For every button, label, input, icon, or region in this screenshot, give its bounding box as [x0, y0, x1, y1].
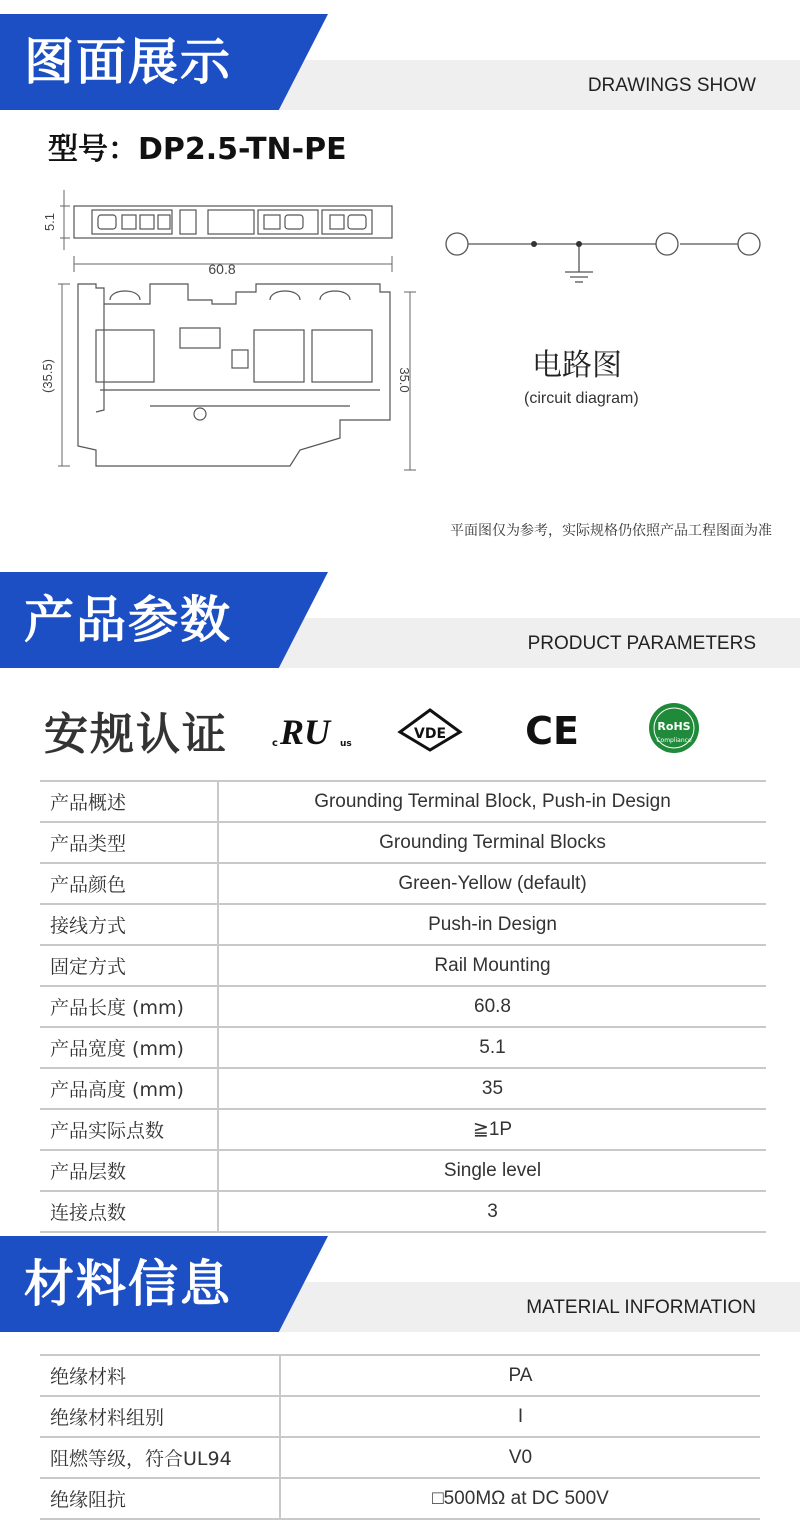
drawings-title: 图面展示 — [24, 33, 232, 91]
material-title: 材料信息 — [24, 1255, 232, 1313]
row-key: 产品层数 — [40, 1150, 218, 1191]
row-key: 产品宽度 (mm) — [40, 1027, 218, 1068]
table-row — [40, 1109, 766, 1150]
row-value: V0 — [280, 1437, 760, 1478]
ul-left-text: c — [272, 738, 278, 749]
params-section-header — [0, 572, 800, 668]
row-key: 阻燃等级，符合UL94 — [40, 1437, 280, 1478]
row-key: 产品高度 (mm) — [40, 1068, 218, 1109]
table-row — [40, 781, 766, 822]
vde-logo — [396, 706, 464, 752]
circuit-sublabel: (circuit diagram) — [524, 390, 639, 407]
dim-height-right: 35.0 — [397, 367, 412, 393]
drawing-note: 平面图仅为参考，实际规格仍依照产品工程图面为准 — [450, 523, 772, 539]
row-key: 产品概述 — [40, 781, 218, 822]
ul-right-text: us — [340, 739, 352, 749]
params-table — [40, 780, 766, 1233]
table-row — [40, 1355, 760, 1396]
table-row — [40, 863, 766, 904]
params-title: 产品参数 — [24, 591, 232, 649]
row-value: I — [280, 1396, 760, 1437]
row-value: Push-in Design — [218, 904, 766, 945]
material-section-header — [0, 1236, 800, 1332]
row-key: 产品实际点数 — [40, 1109, 218, 1150]
dim-width: 5.1 — [42, 212, 57, 232]
table-row — [40, 1191, 766, 1232]
row-value: 5.1 — [218, 1027, 766, 1068]
params-subtitle: PRODUCT PARAMETERS — [527, 633, 756, 654]
technical-drawing — [0, 180, 430, 490]
row-key: 产品颜色 — [40, 863, 218, 904]
rohs-logo — [648, 702, 700, 754]
drawings-section-header — [0, 14, 800, 110]
table-row — [40, 1068, 766, 1109]
table-row — [40, 945, 766, 986]
table-row — [40, 1150, 766, 1191]
dim-height-left: (35.5) — [40, 359, 55, 393]
ce-text: CE — [525, 709, 579, 748]
table-row — [40, 1437, 760, 1478]
row-value: Grounding Terminal Blocks — [218, 822, 766, 863]
row-value: Single level — [218, 1150, 766, 1191]
row-value: 60.8 — [218, 986, 766, 1027]
row-key: 连接点数 — [40, 1191, 218, 1232]
row-key: 产品长度 (mm) — [40, 986, 218, 1027]
row-value: PA — [280, 1355, 760, 1396]
row-key: 绝缘材料组别 — [40, 1396, 280, 1437]
drawings-subtitle: DRAWINGS SHOW — [587, 75, 756, 96]
rohs-text: RoHS — [657, 720, 691, 733]
row-key: 绝缘阻抗 — [40, 1478, 280, 1519]
row-value: ≧1P — [218, 1109, 766, 1150]
ce-logo — [522, 708, 582, 748]
dim-length: 60.8 — [208, 261, 236, 277]
table-row — [40, 1478, 760, 1519]
row-value: Rail Mounting — [218, 945, 766, 986]
row-key: 接线方式 — [40, 904, 218, 945]
circuit-label: 电路图 — [532, 348, 622, 383]
vde-text: VDE — [413, 726, 447, 742]
row-key: 固定方式 — [40, 945, 218, 986]
rohs-sub-text: Compliance — [656, 737, 692, 744]
model-number: 型号：DP2.5-TN-PE — [48, 132, 347, 167]
material-subtitle: MATERIAL INFORMATION — [526, 1297, 756, 1318]
row-key: 绝缘材料 — [40, 1355, 280, 1396]
row-value: 35 — [218, 1068, 766, 1109]
row-value: Grounding Terminal Block, Push-in Design — [218, 781, 766, 822]
table-row — [40, 822, 766, 863]
row-key: 产品类型 — [40, 822, 218, 863]
ul-recognized-logo — [270, 708, 356, 752]
row-value: 3 — [218, 1191, 766, 1232]
table-row — [40, 904, 766, 945]
material-table — [40, 1354, 760, 1520]
row-value: Green-Yellow (default) — [218, 863, 766, 904]
table-row — [40, 1396, 760, 1437]
certification-label: 安规认证 — [44, 709, 228, 760]
circuit-diagram — [438, 220, 768, 300]
ul-main-text: RU — [280, 712, 331, 752]
row-value: □500MΩ at DC 500V — [280, 1478, 760, 1519]
table-row — [40, 1027, 766, 1068]
table-row — [40, 986, 766, 1027]
